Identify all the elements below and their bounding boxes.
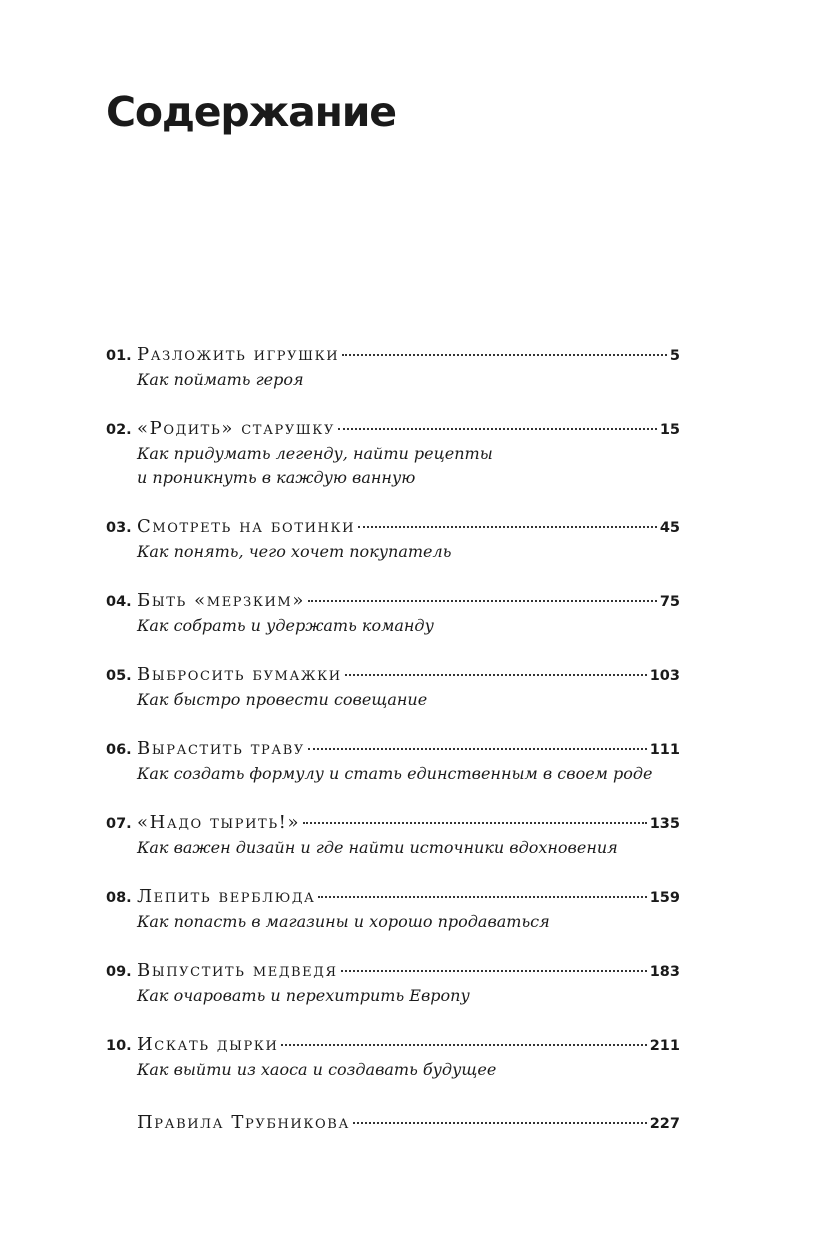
page-number: 135 [649, 816, 680, 832]
page-number: 211 [649, 1038, 680, 1054]
chapter-title: Искать дырки [137, 1034, 279, 1055]
dot-leader [353, 1122, 647, 1124]
chapter-subtitle: Как важен дизайн и где найти источники вдохновения [137, 838, 618, 857]
page-number: 111 [649, 742, 680, 758]
page-number: 5 [669, 348, 680, 364]
toc-entry-10[interactable] [106, 1034, 680, 1082]
chapter-number: 07. [106, 816, 132, 832]
chapter-number: 01. [106, 348, 132, 364]
chapter-number: 05. [106, 668, 132, 684]
dot-leader [318, 896, 646, 898]
toc-entry-03[interactable] [106, 516, 680, 564]
chapter-number: 10. [106, 1038, 132, 1054]
page-number: 15 [659, 422, 680, 438]
dot-leader [303, 822, 647, 824]
toc-entry-07[interactable] [106, 812, 680, 860]
chapter-number: 08. [106, 890, 132, 906]
chapter-number: 09. [106, 964, 132, 980]
toc-entry-09[interactable] [106, 960, 680, 1008]
chapter-subtitle: Как поймать героя [137, 370, 304, 389]
page-number: 159 [649, 890, 680, 906]
chapter-title: «Родить» старушку [137, 418, 335, 439]
chapter-subtitle: Как понять, чего хочет покупатель [137, 542, 452, 561]
dot-leader [358, 526, 657, 528]
page-number: 75 [659, 594, 680, 610]
chapter-subtitle: и проникнуть в каждую ванную [137, 468, 416, 487]
dot-leader [345, 674, 647, 676]
toc-entry-05[interactable] [106, 664, 680, 712]
chapter-title: Вырастить траву [137, 738, 305, 759]
page-number: 183 [649, 964, 680, 980]
dot-leader [342, 354, 667, 356]
chapter-subtitle: Как быстро провести совещание [137, 690, 428, 709]
chapter-number: 04. [106, 594, 132, 610]
chapter-subtitle: Как очаровать и перехитрить Европу [137, 986, 470, 1005]
chapter-title: Выбросить бумажки [137, 664, 342, 685]
chapter-subtitle: Как создать формулу и стать единственным в своем роде [137, 764, 653, 783]
chapter-title: «Надо тырить!» [137, 812, 301, 833]
page-number: 45 [659, 520, 680, 536]
chapter-subtitle: Как собрать и удержать команду [137, 616, 434, 635]
chapter-number: 02. [106, 422, 132, 438]
chapter-title: Смотреть на ботинки [137, 516, 356, 537]
toc-entry-02[interactable] [106, 418, 680, 490]
chapter-title: Выпустить медведя [137, 960, 338, 981]
toc-entry-08[interactable] [106, 886, 680, 934]
page-number: 227 [649, 1116, 680, 1132]
toc-entry-rules[interactable] [106, 1112, 680, 1136]
page-title: Содержание [106, 88, 396, 136]
toc-entry-04[interactable] [106, 590, 680, 638]
dot-leader [281, 1044, 646, 1046]
chapter-subtitle: Как выйти из хаоса и создавать будущее [137, 1060, 497, 1079]
dot-leader [338, 428, 657, 430]
page-number: 103 [649, 668, 680, 684]
dot-leader [308, 600, 657, 602]
dot-leader [341, 970, 647, 972]
chapter-title: Быть «мерзким» [137, 590, 305, 611]
dot-leader [308, 748, 647, 750]
chapter-subtitle: Как попасть в магазины и хорошо продаваться [137, 912, 550, 931]
chapter-number: 03. [106, 520, 132, 536]
chapter-title: Лепить верблюда [137, 886, 316, 907]
chapter-subtitle: Как придумать легенду, найти рецепты [137, 444, 493, 463]
chapter-title: Правила Трубникова [137, 1112, 350, 1133]
toc-entry-01[interactable] [106, 344, 680, 392]
toc-entry-06[interactable] [106, 738, 680, 786]
chapter-number: 06. [106, 742, 132, 758]
chapter-title: Разложить игрушки [137, 344, 340, 365]
